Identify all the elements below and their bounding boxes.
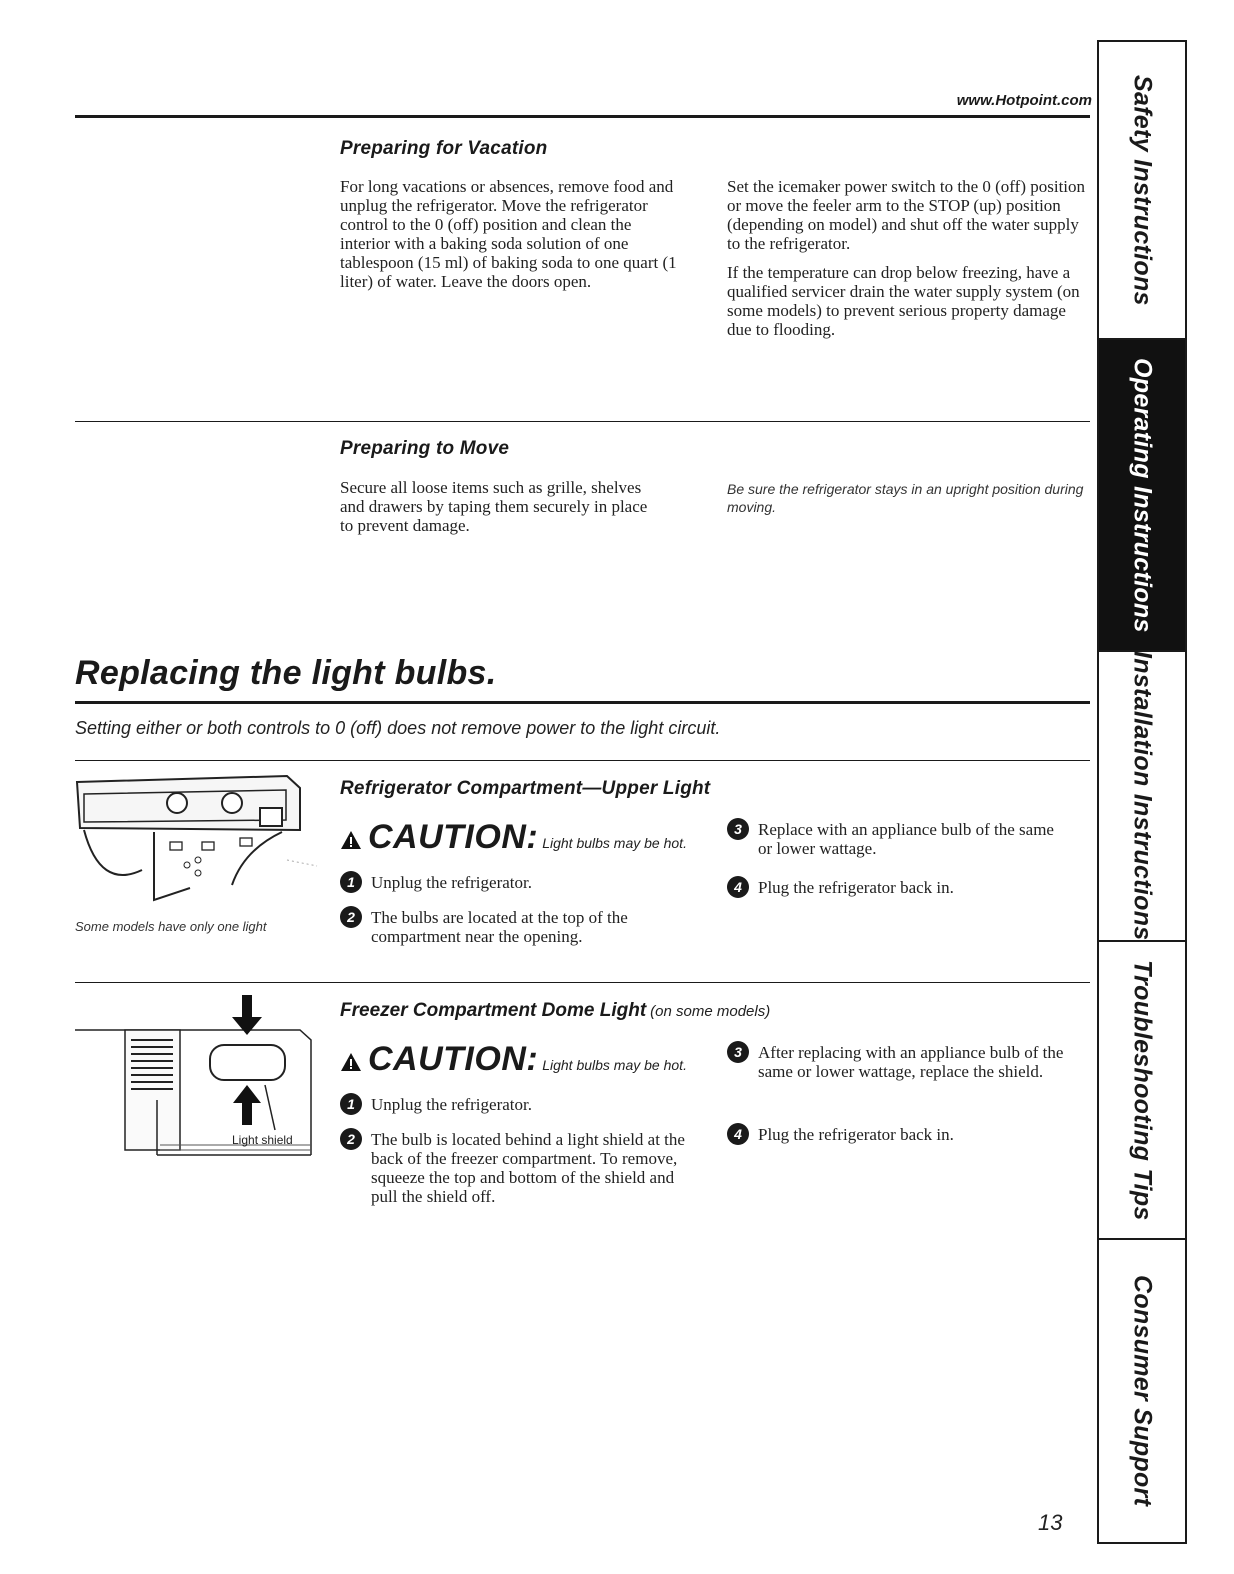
step-text: The bulbs are located at the top of the compartment near the opening. — [371, 908, 628, 946]
freezer-caution — [340, 1040, 687, 1079]
upper-step-4 — [727, 878, 1072, 898]
vacation-title: Preparing for Vacation — [340, 138, 548, 159]
step-number-badge: 3 — [727, 1041, 749, 1063]
step-text: Plug the refrigerator back in. — [758, 878, 954, 897]
freezer-title-note: (on some models) — [650, 1003, 771, 1020]
upper-caution-word: CAUTION: — [368, 818, 539, 856]
header-url: www.Hotpoint.com — [956, 92, 1092, 109]
freezer-title: Freezer Compartment Dome Light — [340, 1000, 647, 1021]
step-text: The bulb is located behind a light shield at the back of the freezer compartment. To remove, squeeze the top and bottom of the shield and pull the shield off. — [371, 1130, 685, 1206]
vacation-right-col — [727, 177, 1089, 349]
divider-3 — [75, 982, 1090, 983]
move-right-note: Be sure the refrigerator stays in an upright position during moving. — [727, 481, 1084, 515]
step-text: Replace with an appliance bulb of the same or lower wattage. — [758, 820, 1054, 858]
upper-step-3 — [727, 820, 1072, 858]
upper-caution-note: Light bulbs may be hot. — [542, 835, 687, 851]
step-number-badge: 4 — [727, 1123, 749, 1145]
warning-triangle-icon — [340, 1052, 362, 1072]
step-number-badge: 3 — [727, 818, 749, 840]
step-number-badge: 2 — [340, 906, 362, 928]
tab-troubleshooting-tips[interactable] — [1099, 942, 1185, 1240]
freezer-caution-word: CAUTION: — [368, 1040, 539, 1078]
tab-label: Operating Instructions — [1128, 357, 1157, 633]
tab-label: Troubleshooting Tips — [1128, 959, 1157, 1221]
vacation-right-p2: If the temperature can drop below freezing, have a qualified servicer drain the water supply system (on some models) to prevent serious property damage due to flooding. — [727, 263, 1080, 339]
light-shield-label: Light shield — [232, 1133, 293, 1147]
upper-step-2 — [340, 908, 700, 946]
tab-consumer-support[interactable] — [1099, 1240, 1185, 1542]
step-number-badge: 1 — [340, 871, 362, 893]
freezer-step-4 — [727, 1125, 1082, 1145]
upper-title: Refrigerator Compartment—Upper Light — [340, 778, 711, 799]
tab-installation-instructions[interactable] — [1099, 652, 1185, 942]
upper-step-1 — [340, 873, 700, 893]
step-text: After replacing with an appliance bulb of the same or lower wattage, replace the shield. — [758, 1043, 1064, 1081]
vacation-left-text: For long vacations or absences, remove food and unplug the refrigerator. Move the refrigerator control to the 0 (off) position and clean the interior with a baking soda solution of one tablespoon (15 ml) of baking soda to one quart (1 liter) of water. Leave the doors open. — [340, 177, 677, 291]
move-left-text: Secure all loose items such as grille, shelves and drawers by taping them securely in place to prevent damage. — [340, 478, 648, 535]
freezer-step-1 — [340, 1095, 700, 1115]
step-number-badge: 2 — [340, 1128, 362, 1150]
bulbs-title: Replacing the light bulbs. — [75, 654, 497, 692]
divider-1 — [75, 421, 1090, 422]
tab-operating-instructions[interactable] — [1099, 340, 1185, 652]
upper-light-illustration — [72, 770, 322, 910]
step-text: Plug the refrigerator back in. — [758, 1125, 954, 1144]
tab-label: Safety Instructions — [1128, 74, 1157, 306]
section-tabs — [1097, 40, 1187, 1544]
step-number-badge: 4 — [727, 876, 749, 898]
divider-2 — [75, 760, 1090, 761]
freezer-caution-note: Light bulbs may be hot. — [542, 1057, 687, 1073]
freezer-step-3 — [727, 1043, 1082, 1081]
tab-safety-instructions[interactable] — [1099, 42, 1185, 340]
step-number-badge: 1 — [340, 1093, 362, 1115]
upper-caution — [340, 818, 687, 857]
move-title: Preparing to Move — [340, 438, 510, 459]
page-number: 13 — [1038, 1510, 1063, 1535]
step-text: Unplug the refrigerator. — [371, 1095, 532, 1114]
freezer-title-line — [340, 1000, 770, 1022]
warning-triangle-icon — [340, 830, 362, 850]
freezer-step-2 — [340, 1130, 685, 1206]
bulbs-title-rule — [75, 701, 1090, 704]
vacation-right-p1: Set the icemaker power switch to the 0 (off) position or move the feeler arm to the STOP (up) position (depending on model) and shut off the water supply to the refrigerator. — [727, 177, 1086, 253]
tab-label: Consumer Support — [1128, 1275, 1157, 1507]
header-rule — [75, 115, 1090, 118]
tab-label: Installation Instructions — [1128, 651, 1157, 941]
upper-caption: Some models have only one light — [75, 919, 267, 934]
step-text: Unplug the refrigerator. — [371, 873, 532, 892]
bulbs-subtitle: Setting either or both controls to 0 (off) does not remove power to the light circuit. — [75, 718, 721, 738]
